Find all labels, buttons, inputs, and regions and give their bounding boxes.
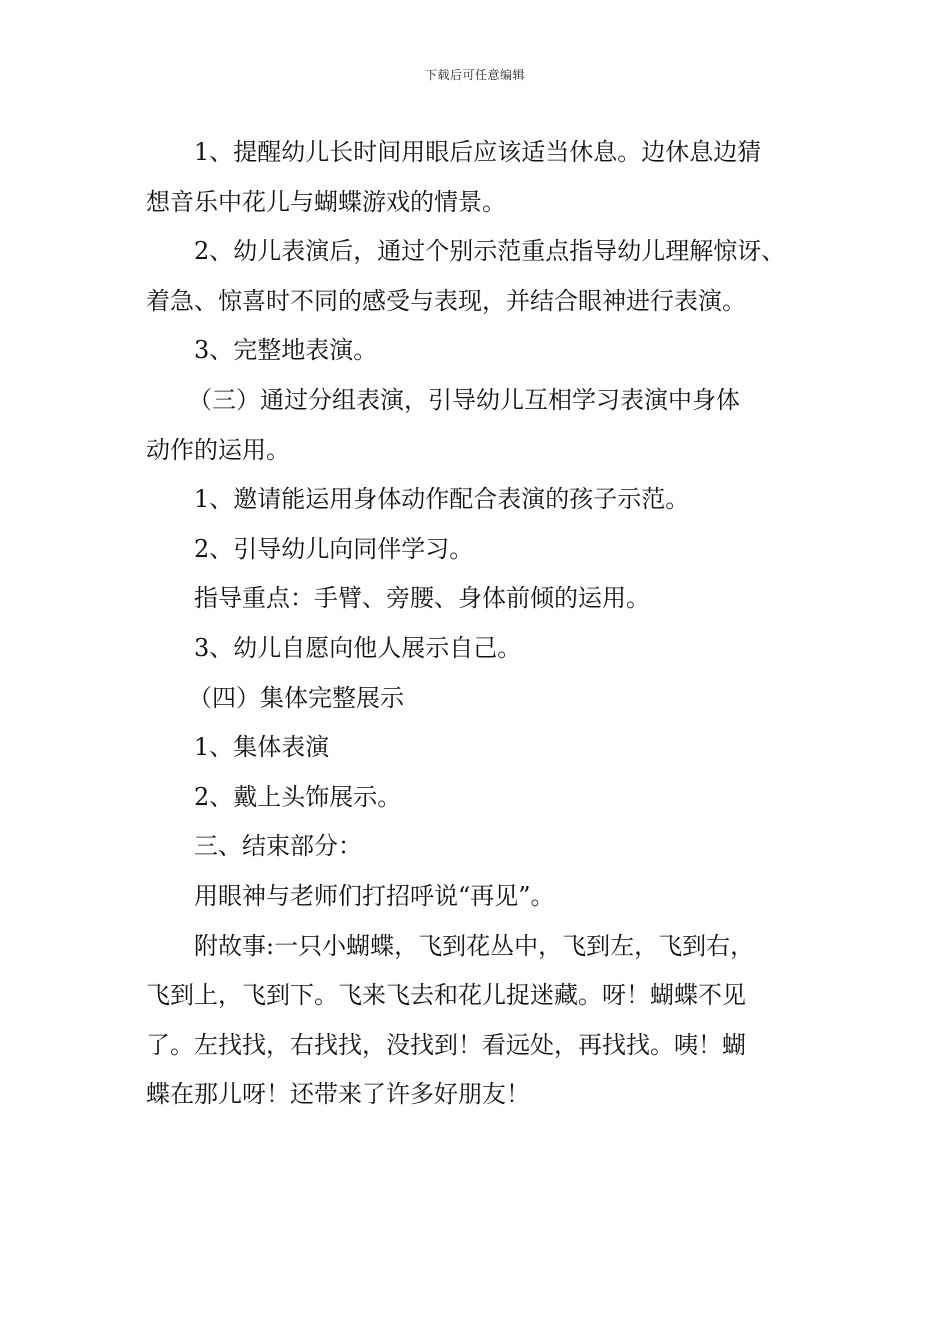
- story-line: 蝶在那儿呀！还带来了许多好朋友！: [146, 1080, 530, 1109]
- document-body: [146, 128, 836, 1120]
- paragraph-line: 2、幼儿表演后，通过个别示范重点指导幼儿理解惊讶、: [194, 237, 786, 266]
- section-heading: （四）集体完整展示: [188, 683, 404, 712]
- page-header: 下载后可任意编辑: [424, 68, 525, 82]
- paragraph-line: 2、戴上头饰展示。: [194, 782, 402, 811]
- paragraph-line: 2、引导幼儿向同伴学习。: [194, 534, 474, 563]
- story-line: 了。左找找，右找找，没找到！看远处，再找找。咦！蝴: [146, 1030, 746, 1059]
- section-heading: （三）通过分组表演，引导幼儿互相学习表演中身体: [188, 385, 740, 414]
- paragraph-line: 1、提醒幼儿长时间用眼后应该适当休息。边休息边猜: [194, 138, 762, 166]
- paragraph-line: 3、完整地表演。: [194, 336, 378, 365]
- paragraph-line: 动作的运用。: [146, 435, 290, 464]
- paragraph-line: 指导重点：手臂、旁腰、身体前倾的运用。: [194, 584, 650, 613]
- paragraph-line: 用眼神与老师们打招呼说“再见”。: [194, 881, 555, 910]
- section-heading: 三、结束部分：: [194, 832, 362, 861]
- paragraph-line: 着急、惊喜时不同的感受与表现，并结合眼神进行表演。: [146, 286, 746, 315]
- story-line: 飞到上，飞到下。飞来飞去和花儿捉迷藏。呀！蝴蝶不见: [146, 981, 746, 1010]
- paragraph-line: 1、邀请能运用身体动作配合表演的孩子示范。: [194, 485, 690, 514]
- paragraph-line: 想音乐中花儿与蝴蝶游戏的情景。: [146, 187, 506, 216]
- paragraph-line: 1、集体表演: [194, 733, 330, 762]
- story-line: 附故事:一只小蝴蝶，飞到花丛中，飞到左，飞到右，: [194, 931, 755, 960]
- paragraph-line: 3、幼儿自愿向他人展示自己。: [194, 633, 522, 662]
